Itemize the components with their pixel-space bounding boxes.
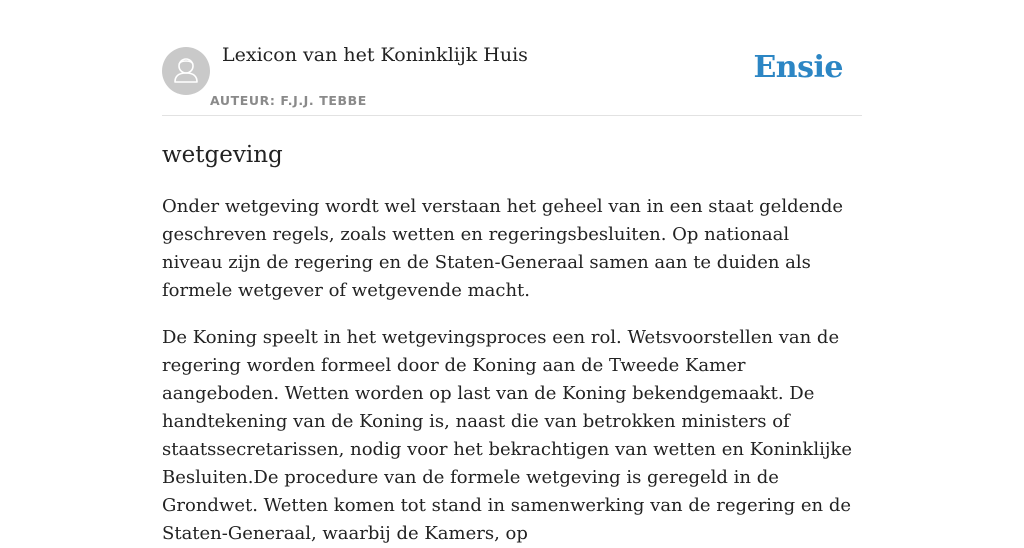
entry-paragraph: De Koning speelt in het wetgevingsproces een rol. Wetsvoorstellen van de regering worden formeel door de Koning aan de Tweede Kamer aangeboden. Wetten worden op last van de Koning bekendgemaakt. De handtekening van de Koning is, naast die van betrokken ministers of staatssecretarissen, nodig voor het bekrachtigen van wetten en Koninklijke Besluiten.De procedure van de formele wetgeving is geregeld in de Grondwet. Wetten komen tot stand in samenwerking van de regering en de Staten-Generaal, waarbij de Kamers, op xyxy=(162,327,852,544)
author-label[interactable]: AUTEUR: F.J.J. TEBBE xyxy=(210,93,367,108)
user-placeholder-icon xyxy=(162,47,210,95)
entry-paragraph: Onder wetgeving wordt wel verstaan het geheel van in een staat geldende geschreven regels, zoals wetten en regeringsbesluiten. Op nationaal niveau zijn de regering en de Staten-Generaal samen aan te duiden als formele wetgever of wetgevende macht. xyxy=(162,196,844,301)
author-avatar[interactable] xyxy=(162,47,210,95)
book-title-link[interactable]: Lexicon van het Koninklijk Huis xyxy=(222,44,528,66)
brand-logo[interactable]: Ensie xyxy=(753,50,843,85)
content-container xyxy=(162,0,862,548)
entry-header xyxy=(162,0,862,116)
entry-title: wetgeving xyxy=(162,142,283,168)
